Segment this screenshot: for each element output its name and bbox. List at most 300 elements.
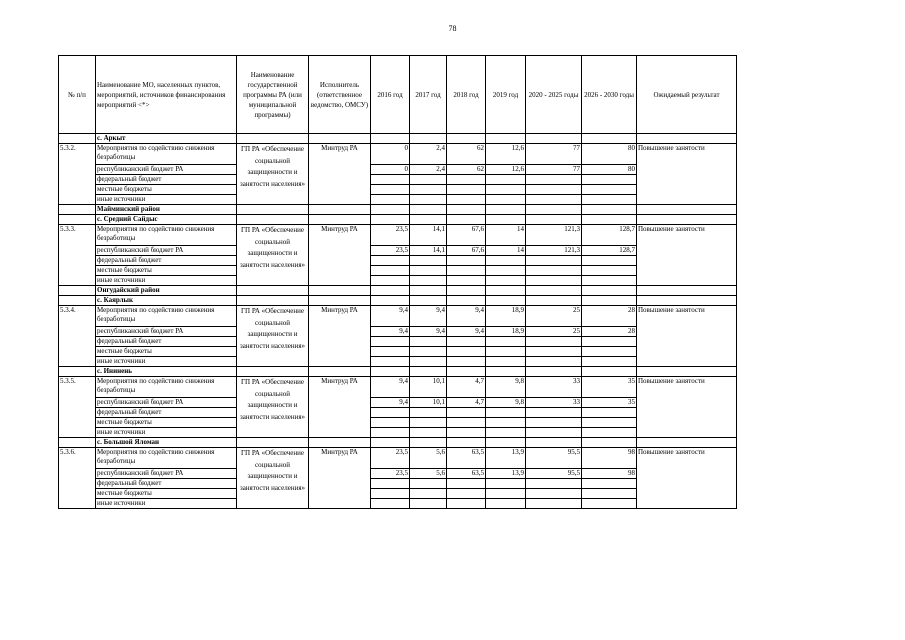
table-row: [59, 296, 737, 306]
empty-cell: [447, 367, 486, 377]
empty-cell: [410, 337, 447, 347]
table-row: [59, 306, 737, 327]
empty-cell: [410, 479, 447, 489]
empty-cell: [486, 489, 526, 499]
empty-cell: [582, 256, 637, 266]
empty-cell: [486, 205, 526, 215]
header-name: Наименование МО, населенных пунктов, мероприятий, источников финансирования мероприятий <*>: [96, 56, 237, 134]
empty-cell: [371, 256, 410, 266]
empty-cell: [486, 195, 526, 205]
expected-result: Повышение занятости: [637, 448, 737, 509]
value-cell: 4,7: [447, 377, 486, 398]
value-cell: 14: [486, 225, 526, 246]
empty-cell: [582, 428, 637, 438]
value-cell: 28: [582, 327, 637, 337]
value-cell: 121,3: [526, 225, 582, 246]
empty-cell: [582, 205, 637, 215]
page-number: 78: [448, 24, 457, 33]
empty-cell: [486, 499, 526, 509]
table-row: [59, 195, 737, 205]
table-row: [59, 246, 737, 256]
village-label: с. Средний Сайдыс: [96, 215, 237, 225]
value-cell: 18,9: [486, 306, 526, 327]
source-other: иные источники: [96, 428, 237, 438]
table-row: [59, 357, 737, 367]
header-program: Наименование государственной программы РА (или муниципальной программы): [237, 56, 309, 134]
expected-result: Повышение занятости: [637, 144, 737, 205]
empty-cell: [486, 479, 526, 489]
value-cell: 0: [371, 165, 410, 175]
empty-cell: [447, 215, 486, 225]
source-other: иные источники: [96, 276, 237, 286]
table-row: [59, 134, 737, 144]
value-cell: 2,4: [410, 144, 447, 165]
empty-cell: [526, 479, 582, 489]
empty-cell: [582, 195, 637, 205]
empty-cell: [410, 408, 447, 418]
empty-cell: [410, 357, 447, 367]
value-cell: 23,5: [371, 225, 410, 246]
empty-cell: [410, 418, 447, 428]
table-row: [59, 448, 737, 469]
header-result: Ожидаемый результат: [637, 56, 737, 134]
village-label: с. Большой Яломан: [96, 438, 237, 448]
empty-cell: [526, 337, 582, 347]
empty-cell: [371, 367, 410, 377]
program-name: ГП РА «Обеспечение социальной защищенности и занятости населения»: [237, 144, 309, 205]
empty-cell: [410, 195, 447, 205]
empty-cell: [582, 175, 637, 185]
empty-cell: [447, 499, 486, 509]
financing-table: [58, 55, 737, 509]
program-name: ГП РА «Обеспечение социальной защищенности и занятости населения»: [237, 377, 309, 438]
empty-cell: [59, 367, 96, 377]
source-republican: республиканский бюджет РА: [96, 469, 237, 479]
table-row: [59, 377, 737, 398]
empty-cell: [447, 438, 486, 448]
empty-cell: [526, 438, 582, 448]
value-cell: 10,1: [410, 377, 447, 398]
value-cell: 5,6: [410, 469, 447, 479]
empty-cell: [410, 276, 447, 286]
value-cell: 23,5: [371, 246, 410, 256]
empty-cell: [237, 215, 309, 225]
empty-cell: [582, 337, 637, 347]
empty-cell: [447, 195, 486, 205]
value-cell: 9,8: [486, 398, 526, 408]
table-row: [59, 165, 737, 175]
empty-cell: [309, 438, 371, 448]
value-cell: 23,5: [371, 469, 410, 479]
value-cell: 80: [582, 165, 637, 175]
value-cell: 28: [582, 306, 637, 327]
empty-cell: [237, 205, 309, 215]
empty-cell: [526, 418, 582, 428]
empty-cell: [309, 215, 371, 225]
activity-name: Мероприятия по содействию снижения безработицы: [96, 306, 237, 327]
empty-cell: [59, 438, 96, 448]
table-row: [59, 144, 737, 165]
value-cell: 5,6: [410, 448, 447, 469]
empty-cell: [447, 296, 486, 306]
empty-cell: [486, 175, 526, 185]
value-cell: 33: [526, 377, 582, 398]
expected-result: Повышение занятости: [637, 306, 737, 367]
empty-cell: [582, 286, 637, 296]
empty-cell: [237, 286, 309, 296]
empty-cell: [447, 286, 486, 296]
source-federal: федеральный бюджет: [96, 337, 237, 347]
value-cell: 77: [526, 165, 582, 175]
empty-cell: [447, 256, 486, 266]
value-cell: 35: [582, 377, 637, 398]
empty-cell: [410, 205, 447, 215]
empty-cell: [526, 175, 582, 185]
source-federal: федеральный бюджет: [96, 408, 237, 418]
empty-cell: [637, 296, 737, 306]
empty-cell: [582, 489, 637, 499]
empty-cell: [410, 175, 447, 185]
empty-cell: [526, 134, 582, 144]
table-row: [59, 418, 737, 428]
table-row: [59, 499, 737, 509]
empty-cell: [410, 256, 447, 266]
source-local: местные бюджеты: [96, 185, 237, 195]
empty-cell: [237, 367, 309, 377]
header-2026-2030: 2026 - 2030 годы: [582, 56, 637, 134]
empty-cell: [526, 266, 582, 276]
value-cell: 9,4: [410, 306, 447, 327]
empty-cell: [486, 438, 526, 448]
value-cell: 23,5: [371, 448, 410, 469]
empty-cell: [410, 347, 447, 357]
source-local: местные бюджеты: [96, 347, 237, 357]
executor: Минтруд РА: [309, 225, 371, 286]
value-cell: 9,4: [410, 327, 447, 337]
empty-cell: [371, 185, 410, 195]
source-federal: федеральный бюджет: [96, 256, 237, 266]
empty-cell: [371, 337, 410, 347]
empty-cell: [486, 134, 526, 144]
empty-cell: [410, 185, 447, 195]
value-cell: 0: [371, 144, 410, 165]
executor: Минтруд РА: [309, 144, 371, 205]
empty-cell: [486, 347, 526, 357]
value-cell: 9,4: [371, 306, 410, 327]
header-2018: 2018 год: [447, 56, 486, 134]
empty-cell: [447, 134, 486, 144]
empty-cell: [582, 367, 637, 377]
empty-cell: [486, 367, 526, 377]
activity-name: Мероприятия по содействию снижения безработицы: [96, 144, 237, 165]
empty-cell: [371, 357, 410, 367]
district-label: Онгудайский район: [96, 286, 237, 296]
value-cell: 62: [447, 144, 486, 165]
empty-cell: [486, 215, 526, 225]
table-row: [59, 256, 737, 266]
value-cell: 77: [526, 144, 582, 165]
empty-cell: [582, 185, 637, 195]
value-cell: 4,7: [447, 398, 486, 408]
header-num: № п/п: [59, 56, 96, 134]
value-cell: 63,5: [447, 448, 486, 469]
executor: Минтруд РА: [309, 306, 371, 367]
empty-cell: [526, 256, 582, 266]
empty-cell: [526, 205, 582, 215]
value-cell: 12,6: [486, 144, 526, 165]
table-row: [59, 347, 737, 357]
empty-cell: [582, 276, 637, 286]
empty-cell: [59, 134, 96, 144]
table-row: [59, 398, 737, 408]
empty-cell: [526, 195, 582, 205]
value-cell: 121,3: [526, 246, 582, 256]
source-republican: республиканский бюджет РА: [96, 165, 237, 175]
empty-cell: [486, 357, 526, 367]
empty-cell: [410, 438, 447, 448]
value-cell: 9,4: [447, 327, 486, 337]
source-local: местные бюджеты: [96, 266, 237, 276]
empty-cell: [447, 418, 486, 428]
table-row: [59, 469, 737, 479]
empty-cell: [447, 479, 486, 489]
executor: Минтруд РА: [309, 448, 371, 509]
village-label: с. Аркыт: [96, 134, 237, 144]
expected-result: Повышение занятости: [637, 225, 737, 286]
empty-cell: [486, 408, 526, 418]
table-row: [59, 327, 737, 337]
empty-cell: [486, 256, 526, 266]
empty-cell: [371, 489, 410, 499]
empty-cell: [526, 357, 582, 367]
table-row: [59, 408, 737, 418]
empty-cell: [371, 418, 410, 428]
value-cell: 35: [582, 398, 637, 408]
empty-cell: [582, 296, 637, 306]
empty-cell: [410, 499, 447, 509]
value-cell: 25: [526, 327, 582, 337]
empty-cell: [486, 266, 526, 276]
empty-cell: [637, 215, 737, 225]
empty-cell: [371, 215, 410, 225]
empty-cell: [371, 286, 410, 296]
empty-cell: [59, 215, 96, 225]
empty-cell: [447, 276, 486, 286]
empty-cell: [486, 296, 526, 306]
source-republican: республиканский бюджет РА: [96, 398, 237, 408]
value-cell: 9,8: [486, 377, 526, 398]
empty-cell: [410, 489, 447, 499]
empty-cell: [59, 296, 96, 306]
empty-cell: [582, 408, 637, 418]
value-cell: 62: [447, 165, 486, 175]
table-row: [59, 489, 737, 499]
empty-cell: [447, 347, 486, 357]
activity-name: Мероприятия по содействию снижения безработицы: [96, 448, 237, 469]
value-cell: 98: [582, 448, 637, 469]
empty-cell: [447, 205, 486, 215]
empty-cell: [371, 347, 410, 357]
empty-cell: [486, 286, 526, 296]
item-number: 5.3.6.: [59, 448, 96, 509]
empty-cell: [526, 499, 582, 509]
empty-cell: [371, 134, 410, 144]
empty-cell: [486, 276, 526, 286]
source-republican: республиканский бюджет РА: [96, 246, 237, 256]
value-cell: 9,4: [447, 306, 486, 327]
empty-cell: [371, 479, 410, 489]
empty-cell: [526, 489, 582, 499]
empty-cell: [371, 296, 410, 306]
empty-cell: [371, 438, 410, 448]
activity-name: Мероприятия по содействию снижения безработицы: [96, 225, 237, 246]
empty-cell: [309, 296, 371, 306]
activity-name: Мероприятия по содействию снижения безработицы: [96, 377, 237, 398]
empty-cell: [447, 266, 486, 276]
village-label: с. Каярлык: [96, 296, 237, 306]
empty-cell: [371, 408, 410, 418]
empty-cell: [637, 286, 737, 296]
empty-cell: [447, 175, 486, 185]
empty-cell: [237, 296, 309, 306]
source-other: иные источники: [96, 357, 237, 367]
value-cell: 95,5: [526, 448, 582, 469]
empty-cell: [582, 266, 637, 276]
program-name: ГП РА «Обеспечение социальной защищенности и занятости населения»: [237, 448, 309, 509]
value-cell: 9,4: [371, 377, 410, 398]
empty-cell: [410, 296, 447, 306]
item-number: 5.3.3.: [59, 225, 96, 286]
table-row: [59, 225, 737, 246]
source-republican: республиканский бюджет РА: [96, 327, 237, 337]
value-cell: 128,7: [582, 246, 637, 256]
value-cell: 13,9: [486, 448, 526, 469]
empty-cell: [237, 134, 309, 144]
program-name: ГП РА «Обеспечение социальной защищенности и занятости населения»: [237, 306, 309, 367]
value-cell: 63,5: [447, 469, 486, 479]
source-local: местные бюджеты: [96, 489, 237, 499]
table-row: [59, 266, 737, 276]
empty-cell: [526, 408, 582, 418]
value-cell: 12,6: [486, 165, 526, 175]
empty-cell: [526, 367, 582, 377]
table-row: [59, 479, 737, 489]
empty-cell: [447, 185, 486, 195]
value-cell: 67,6: [447, 225, 486, 246]
header-2020-2025: 2020 - 2025 годы: [526, 56, 582, 134]
empty-cell: [582, 347, 637, 357]
empty-cell: [410, 428, 447, 438]
empty-cell: [526, 428, 582, 438]
empty-cell: [410, 215, 447, 225]
empty-cell: [486, 418, 526, 428]
empty-cell: [582, 134, 637, 144]
executor: Минтруд РА: [309, 377, 371, 438]
empty-cell: [526, 276, 582, 286]
table-row: [59, 438, 737, 448]
empty-cell: [637, 367, 737, 377]
empty-cell: [447, 337, 486, 347]
value-cell: 10,1: [410, 398, 447, 408]
value-cell: 9,4: [371, 327, 410, 337]
program-name: ГП РА «Обеспечение социальной защищенности и занятости населения»: [237, 225, 309, 286]
value-cell: 33: [526, 398, 582, 408]
empty-cell: [410, 134, 447, 144]
table-body: [59, 134, 737, 509]
empty-cell: [59, 205, 96, 215]
empty-cell: [410, 286, 447, 296]
empty-cell: [309, 286, 371, 296]
value-cell: 9,4: [371, 398, 410, 408]
empty-cell: [486, 185, 526, 195]
value-cell: 14: [486, 246, 526, 256]
source-other: иные источники: [96, 499, 237, 509]
empty-cell: [59, 286, 96, 296]
empty-cell: [371, 266, 410, 276]
header-2016: 2016 год: [371, 56, 410, 134]
table-row: [59, 276, 737, 286]
value-cell: 13,9: [486, 469, 526, 479]
table-row: [59, 175, 737, 185]
table-row: [59, 286, 737, 296]
empty-cell: [582, 215, 637, 225]
empty-cell: [447, 428, 486, 438]
empty-cell: [410, 367, 447, 377]
table-row: [59, 428, 737, 438]
empty-cell: [371, 499, 410, 509]
empty-cell: [309, 134, 371, 144]
village-label: с. Ининень: [96, 367, 237, 377]
value-cell: 98: [582, 469, 637, 479]
table-row: [59, 215, 737, 225]
empty-cell: [447, 408, 486, 418]
table-row: [59, 185, 737, 195]
value-cell: 2,4: [410, 165, 447, 175]
header-2017: 2017 год: [410, 56, 447, 134]
empty-cell: [447, 357, 486, 367]
empty-cell: [526, 215, 582, 225]
value-cell: 18,9: [486, 327, 526, 337]
source-other: иные источники: [96, 195, 237, 205]
expected-result: Повышение занятости: [637, 377, 737, 438]
source-federal: федеральный бюджет: [96, 479, 237, 489]
empty-cell: [526, 185, 582, 195]
source-federal: федеральный бюджет: [96, 175, 237, 185]
header-2019: 2019 год: [486, 56, 526, 134]
empty-cell: [371, 276, 410, 286]
empty-cell: [371, 428, 410, 438]
source-local: местные бюджеты: [96, 418, 237, 428]
item-number: 5.3.4.: [59, 306, 96, 367]
empty-cell: [371, 195, 410, 205]
empty-cell: [582, 357, 637, 367]
empty-cell: [486, 428, 526, 438]
empty-cell: [582, 499, 637, 509]
table-row: [59, 367, 737, 377]
value-cell: 128,7: [582, 225, 637, 246]
value-cell: 14,1: [410, 225, 447, 246]
value-cell: 80: [582, 144, 637, 165]
header-row: [59, 56, 737, 134]
empty-cell: [582, 438, 637, 448]
empty-cell: [526, 296, 582, 306]
empty-cell: [486, 337, 526, 347]
header-executor: Исполнитель (ответственное ведомство, ОМСУ): [309, 56, 371, 134]
empty-cell: [371, 205, 410, 215]
value-cell: 14,1: [410, 246, 447, 256]
empty-cell: [309, 205, 371, 215]
empty-cell: [637, 134, 737, 144]
